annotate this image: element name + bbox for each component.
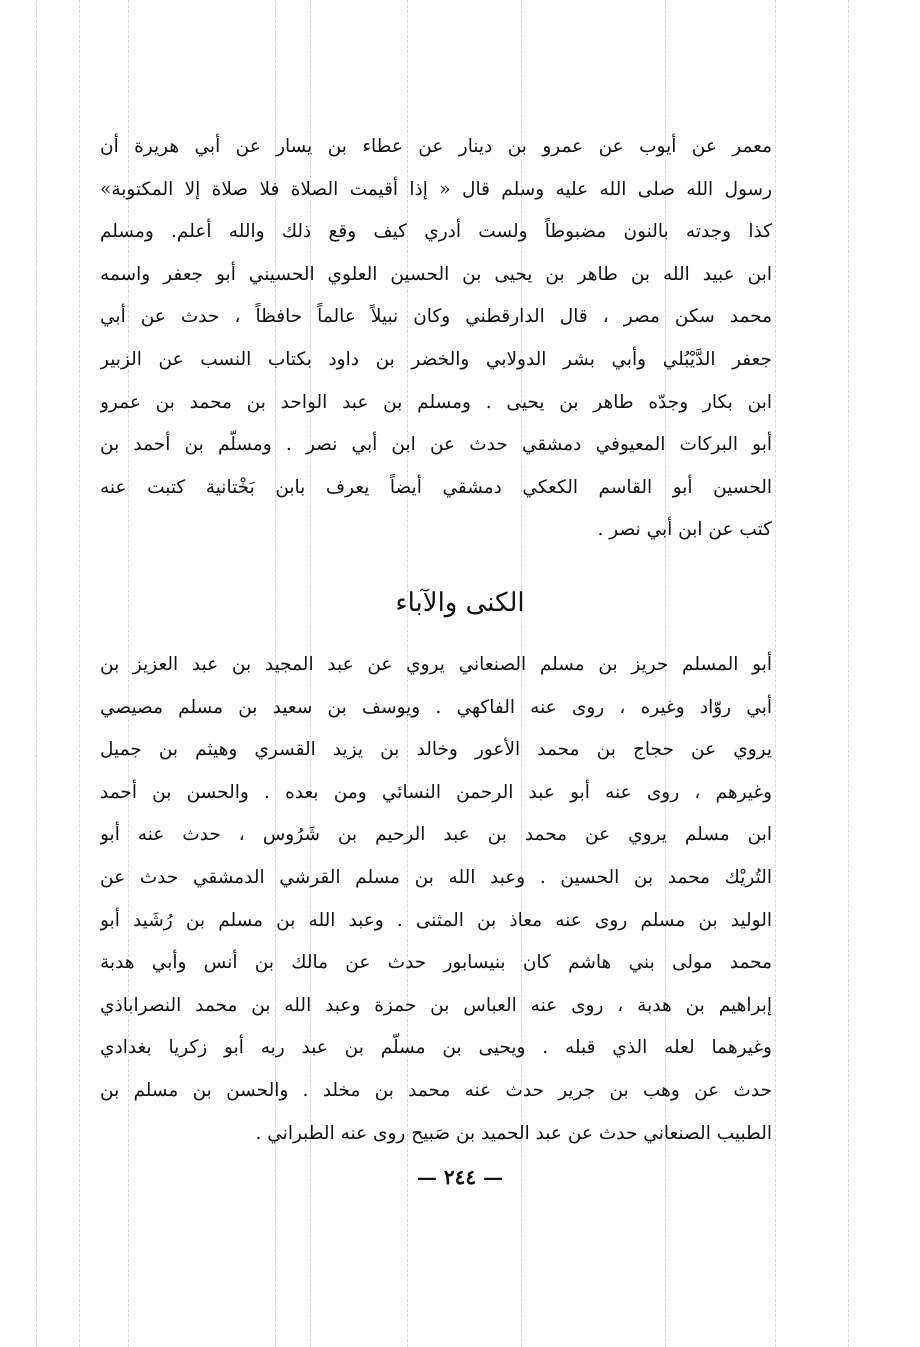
page-number: — ٢٤٤ —	[416, 1165, 504, 1189]
text-line: التُريْك محمد بن الحسين . وعبد الله بن مسلم القرشي الدمشقي حدث عن	[100, 866, 772, 888]
scan-guide-line	[848, 0, 849, 1347]
scan-guide-line	[36, 0, 37, 1347]
section-heading: الكنى والآباء	[395, 588, 525, 618]
text-line: الوليد بن مسلم روى عنه معاذ بن المثنى . وعبد الله بن مسلم بن رُشَيد أبو	[100, 909, 772, 931]
text-line: يروي عن حجاج بن محمد الأعور وخالد بن يزيد القسري وهيثم بن جميل	[100, 739, 772, 761]
text-line: رسول الله صلى الله عليه وسلم قال « إذا أقيمت الصلاة فلا صلاة إلا المكتوبة»	[100, 178, 772, 200]
text-line: وغيرهما لعله الذي قبله . ويحيى بن مسلّم بن عبد ربه أبو زكريا بغدادي	[100, 1037, 772, 1059]
text-line: كذا وجدته بالنون مضبوطاً ولست أدري كيف وقع ذلك والله أعلم. ومسلم	[100, 221, 772, 243]
text-line: ابن عبيد الله بن طاهر بن يحيى بن الحسين العلوي الحسيني أبو جعفر واسمه	[100, 263, 772, 285]
paragraph-2	[100, 644, 772, 1155]
text-line: أبي روّاد وغيره ، روى عنه الفاكهي . ويوسف بن سعيد بن مسلم مصيصي	[100, 696, 772, 718]
text-line: محمد مولى بني هاشم كان بنيسابور حدث عن مالك بن أنس وأبي هدبة	[100, 952, 772, 974]
text-line: جعفر الدَّيْبُلي وأبي بشر الدولابي والخضر بن داود بكتاب النسب عن الزبير	[100, 348, 772, 370]
text-line: ابن بكار وجدّه طاهر بن يحيى . ومسلم بن عبد الواحد بن محمد بن عمرو	[100, 391, 772, 413]
text-line: وغيرهم ، روى عنه أبو عبد الرحمن النسائي ومن بعده . والحسن بن أحمد	[100, 781, 772, 803]
scan-guide-line	[79, 0, 80, 1347]
text-line: محمد سكن مصر ، قال الدارقطني وكان نبيلاً عالماً حافظاً ، حدث عن أبي	[100, 306, 772, 328]
text-line: إبراهيم بن هدبة ، روى عنه العباس بن حمزة وعبد الله بن محمد النصراباذي	[100, 994, 772, 1016]
text-line: الحسين أبو القاسم الكعكي دمشقي أيضاً يعرف بابن بَخْتانية كتبت عنه	[100, 476, 772, 498]
text-line: الطبيب الصنعاني حدث عن عبد الحميد بن صَبيح روى عنه الطبراني .	[255, 1122, 772, 1144]
text-line: معمر عن أيوب عن عمرو بن دينار عن عطاء بن يسار عن أبي هريرة أن	[100, 136, 772, 157]
text-line: كتب عن ابن أبي نصر .	[597, 519, 772, 541]
text-line: أبو المسلم حريز بن مسلم الصنعاني يروي عن عبد المجيد بن عبد العزيز بن	[100, 654, 772, 675]
text-line: أبو البركات المعيوفي دمشقي حدث عن ابن أبي نصر . ومسلّم بن أحمد بن	[100, 434, 772, 456]
text-line: حدث عن وهب بن جرير حدث عنه محمد بن مخلد . والحسن بن مسلم بن	[100, 1079, 772, 1101]
scan-guide-line	[775, 0, 776, 1347]
paragraph-1	[100, 126, 772, 552]
text-line: ابن مسلم يروي عن محمد بن عبد الرحيم بن شَرُوس ، حدث عنه أبو	[100, 824, 772, 846]
